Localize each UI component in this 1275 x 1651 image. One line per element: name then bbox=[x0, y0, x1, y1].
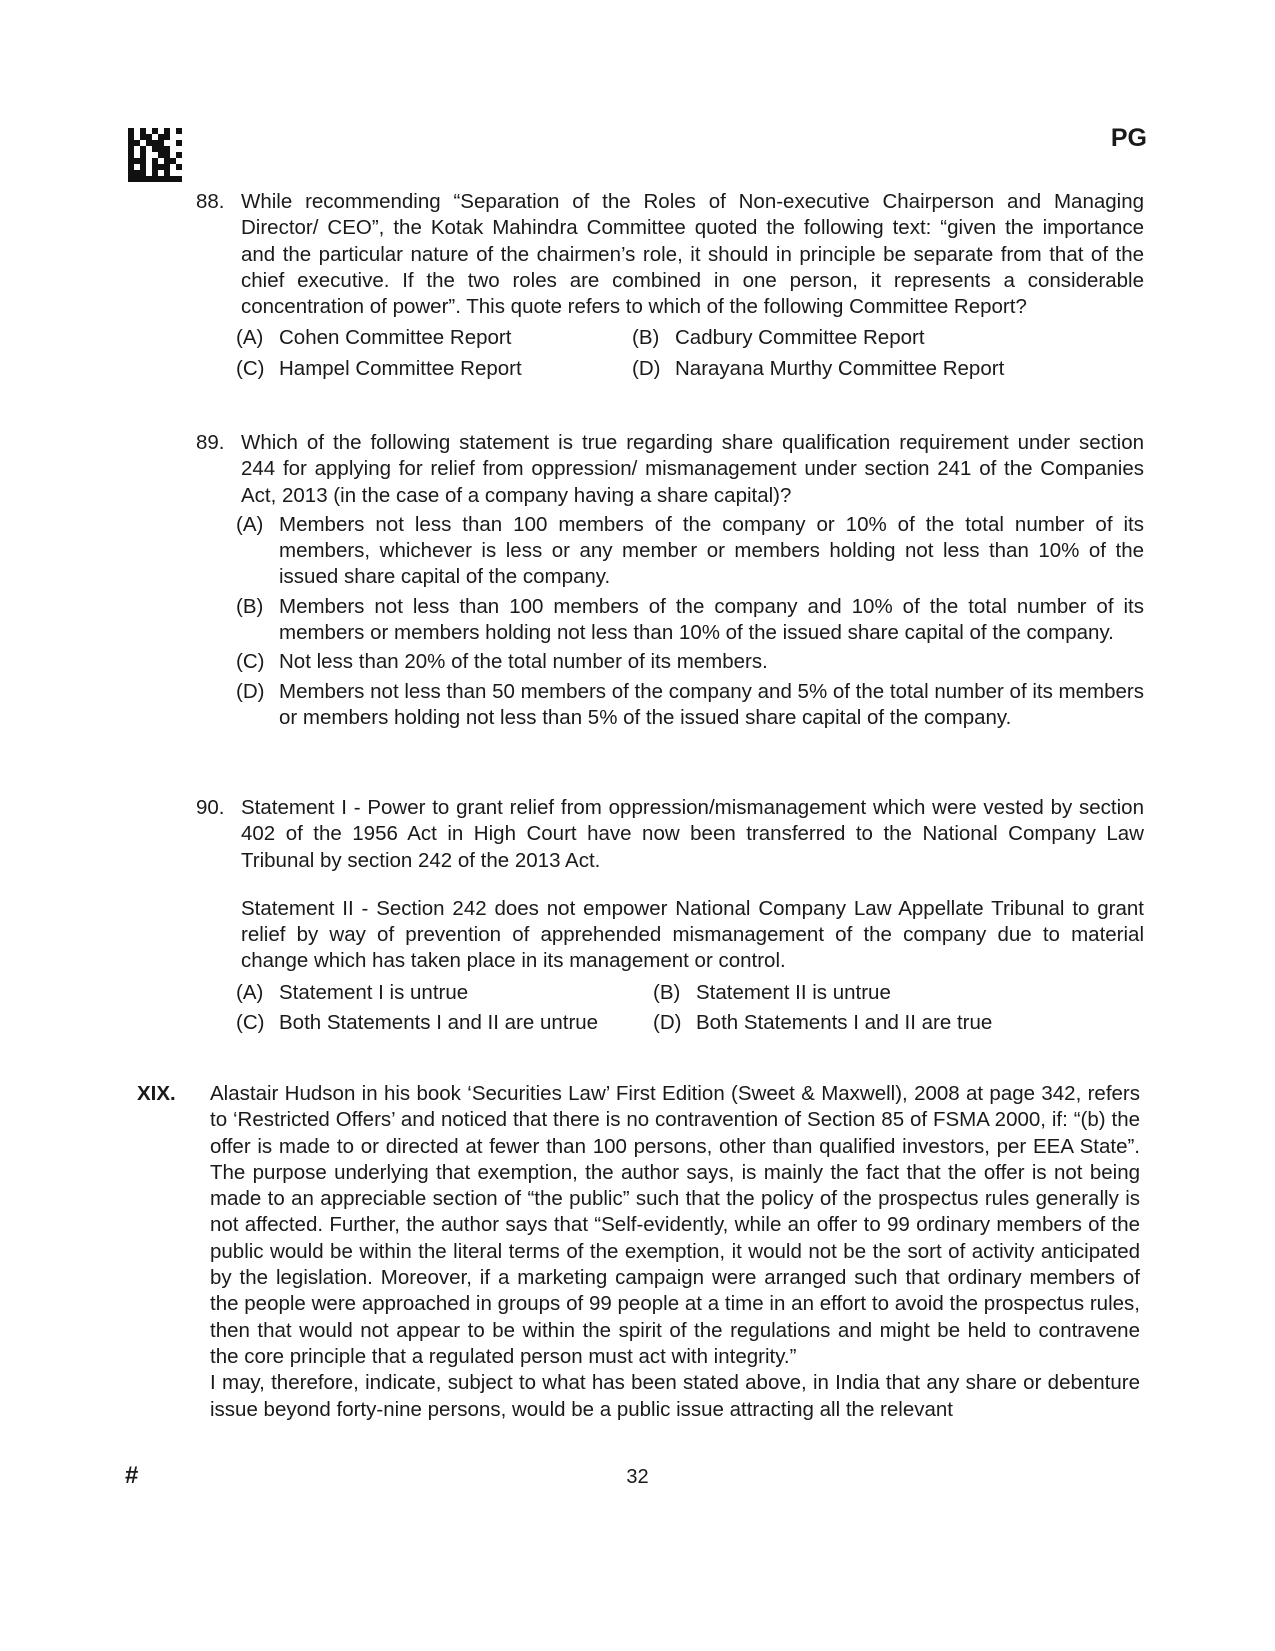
option-d: (D) Narayana Murthy Committee Report bbox=[632, 356, 1005, 380]
option-c: (C) Both Statements I and II are untrue bbox=[236, 1011, 599, 1035]
question-text: Which of the following statement is true regarding share qualification requirement under section 244 for applying for relief from oppression/ mismanagement under section 241 of the Companies Act, 2013 (in the case of a company having a share capital)? bbox=[241, 431, 1144, 507]
question-89 bbox=[196, 430, 1144, 734]
statement-1: Statement I - Power to grant relief from oppression/mismanagement which were vested by section 402 of the 1956 Act in High Court have now been transferred to the National Company Law Tribunal by section 242 of the 2013 Act. bbox=[241, 796, 1144, 872]
question-number: 90. bbox=[196, 796, 225, 819]
option-a: (A) Members not less than 100 members of the company or 10% of the total number of its members, whichever is less or any member or members holding not less than 10% of the issued share capital of the company. bbox=[236, 512, 1144, 589]
statement-2: Statement II - Section 242 does not empower National Company Law Appellate Tribunal to grant relief by way of prevention of apprehended mismanagement of the company due to material change which has taken place in its management or control. bbox=[241, 896, 1144, 973]
passage-paragraph-1: Alastair Hudson in his book ‘Securities Law’ First Edition (Sweet & Maxwell), 2008 at page 342, refers to ‘Restricted Offers’ and noticed that there is no contravention of Section 85 of FSMA 2000, if: “(b) the offer is made to or directed at fewer than 100 persons, other than qualified investors, per EEA State”. The purpose underlying that exemption, the author says, is mainly the fact that the offer is not being made to an appreciable section of “the public” such that the policy of the prospectus rules generally is not affected. Further, the author says that “Self-evidently, while an offer to 99 ordinary members of the public would be within the literal terms of the exemption, it would not be the sort of activity anticipated by the legislation. Moreover, if a marketing campaign were arranged such that ordinary members of the people were approached in groups of 99 people at a time in an effort to avoid the prospectus rules, then that would not appear to be within the spirit of the regulations and might be held to contravene the core principle that a regulated person must act with integrity.” bbox=[210, 1082, 1140, 1368]
qr-code bbox=[128, 128, 182, 182]
question-88 bbox=[196, 189, 1144, 382]
passage-paragraph-2: I may, therefore, indicate, subject to what has been stated above, in India that any share or debenture issue beyond forty-nine persons, would be a public issue attracting all the relevant bbox=[210, 1371, 1140, 1421]
option-c: (C) Not less than 20% of the total number of its members. bbox=[236, 650, 768, 674]
option-a: (A) Statement I is untrue bbox=[236, 980, 469, 1004]
options bbox=[236, 512, 1144, 731]
section-xix bbox=[137, 1081, 1140, 1423]
page-number: 32 bbox=[626, 1466, 649, 1488]
paper-code: PG bbox=[1110, 124, 1147, 152]
question-text: While recommending “Separation of the Roles of Non-executive Chairperson and Managing Director/ CEO”, the Kotak Mahindra Committee quoted the following text: “given the importance and the particular nature of the chairmen’s role, it should in principle be separate from that of the chief executive. If the two roles are combined in one person, it represents a considerable concentration of power”. This quote refers to which of the following Committee Report? bbox=[241, 190, 1144, 319]
option-a: (A) Cohen Committee Report bbox=[236, 326, 512, 350]
question-90 bbox=[196, 795, 1144, 1036]
option-b: (B) Members not less than 100 members of the company and 10% of the total number of its members or members holding not less than 10% of the issued share capital of the company. bbox=[236, 594, 1144, 645]
options bbox=[236, 980, 1144, 1037]
question-number: 88. bbox=[196, 190, 225, 213]
option-d: (D) Both Statements I and II are true bbox=[653, 1011, 993, 1035]
option-c: (C) Hampel Committee Report bbox=[236, 356, 522, 380]
question-number: 89. bbox=[196, 431, 225, 454]
options bbox=[236, 325, 1144, 382]
hash-mark: # bbox=[125, 1462, 139, 1489]
section-numeral: XIX. bbox=[137, 1082, 176, 1105]
option-d: (D) Members not less than 50 members of the company and 5% of the total number of its members or members holding not less than 5% of the issued share capital of the company. bbox=[236, 679, 1144, 729]
option-b: (B) Cadbury Committee Report bbox=[632, 326, 925, 350]
option-b: (B) Statement II is untrue bbox=[653, 980, 891, 1004]
